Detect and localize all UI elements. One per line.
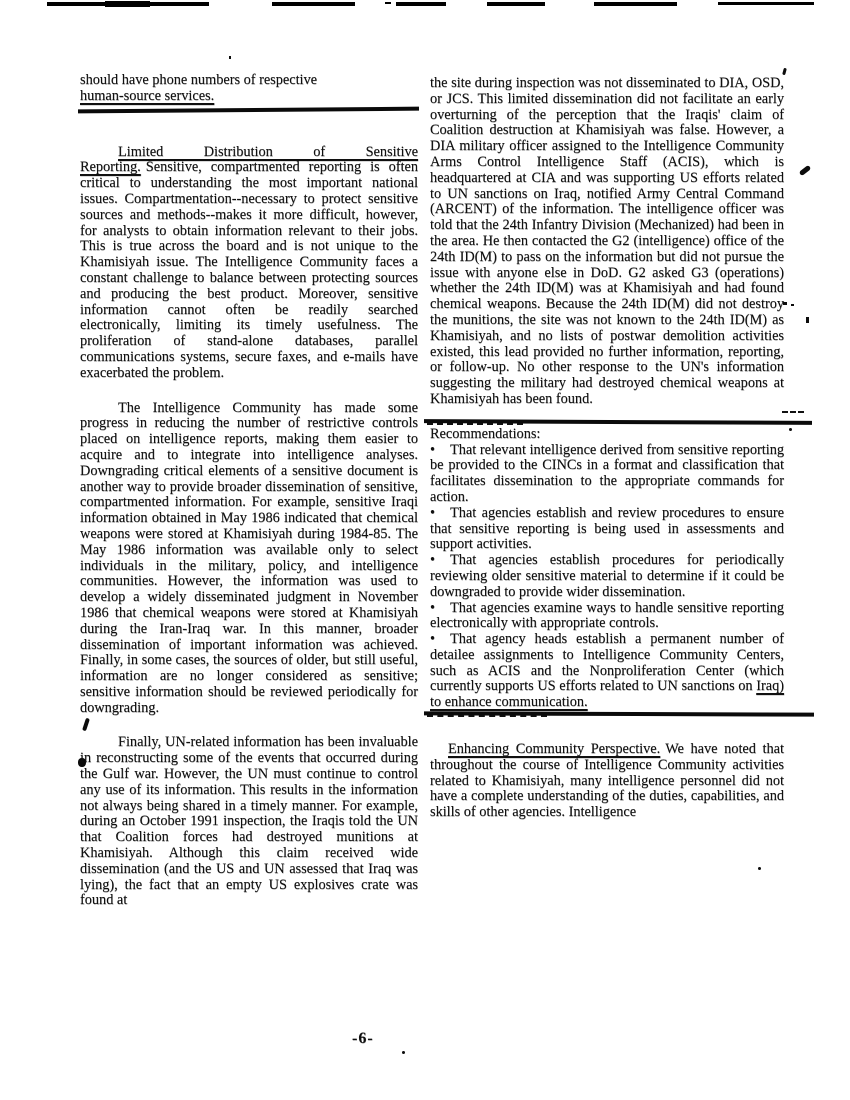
scan-edge-dash <box>718 2 814 5</box>
paragraph-limited-distribution <box>80 145 418 382</box>
paragraph-enhancing-perspective <box>430 742 784 821</box>
section-heading-enhancing-perspective: Enhancing Community Perspective. <box>448 741 661 758</box>
carryover-line-1: should have phone numbers of respective <box>80 72 318 88</box>
recommendation-item <box>430 506 784 553</box>
carryover-line-2: human-source services. <box>80 87 215 104</box>
scan-speck <box>402 1051 405 1054</box>
scan-speck <box>229 56 231 59</box>
recommendation-item <box>430 553 784 600</box>
bullet-icon: • <box>430 441 436 458</box>
scan-speck <box>782 411 804 413</box>
recommendation-item-final <box>430 632 784 711</box>
carryover-paragraph <box>80 73 418 105</box>
recommendation-item <box>430 601 784 633</box>
scan-speck <box>799 165 812 176</box>
recommendation-item <box>430 443 784 506</box>
scan-speck <box>789 428 792 431</box>
scan-edge-dash <box>594 2 677 6</box>
page-number: -6- <box>352 1030 374 1047</box>
scan-speck <box>806 317 809 323</box>
recommendation-text: That agencies examine ways to handle sensitive reporting electronically with appropriate controls. <box>430 599 784 632</box>
section-body: We have noted that throughout the course of Intelligence Community activities related to Khamisiyah, many intelligence personnel did not have a complete understanding of the duties, capabilities, and skills of other agencies. Intelligence <box>430 741 784 821</box>
scan-speck <box>791 304 794 306</box>
recommendation-text-underlined-tail: Iraq) to enhance communication. <box>430 678 784 711</box>
recommendation-text: That agency heads establish a permanent number of detailee assignments to Intelligence Community Centers, such as ACIS and the Nonproliferation Center (which currently supports US efforts related to UN sanctions on <box>430 631 784 695</box>
bullet-icon: • <box>430 631 436 648</box>
scan-speck <box>758 867 761 870</box>
recommendation-text: That relevant intelligence derived from sensitive reporting be provided to the CINCs in a format and classification that facilitates dissemination to the appropriate commands for action. <box>430 441 784 505</box>
scan-edge-dash <box>105 1 150 7</box>
scan-edge-dash <box>396 2 446 6</box>
bullet-icon: • <box>430 504 436 521</box>
recommendation-text: That agencies establish procedures for periodically reviewing older sensitive material to determine if it could be downgraded to provide wider dissemination. <box>430 552 784 600</box>
paragraph-progress: The Intelligence Community has made some progress in reducing the number of restrictive controls placed on intelligence reports, making them easier to acquire and to integrate into intelligence analyses. Downgrading critical elements of a sensitive document is another way to provide broader dissemination of sensitive, compartmented information. For example, sensitive Iraqi information obtained in May 1986 indicated that chemical weapons were stored at Khamisiyah during 1984-85. The May 1986 information was available only to select individuals in the military, policy, and intelligence communities. However, the information was used to develop a widely disseminated judgment in November 1986 that chemical weapons were stored at Khamisiyah during the Iran-Iraq war. In this manner, broader dissemination of important information was achieved. Finally, in some cases, the sources of older, but still useful, information are no longer considered as sensitive; sensitive information should be reviewed periodically for downgrading. <box>80 399 418 716</box>
scan-edge-dash <box>272 2 355 6</box>
right-column <box>430 76 784 821</box>
paragraph-un-information: Finally, UN-related information has been invaluable in reconstructing some of the events that occurred during the Gulf war. However, the UN must continue to control any use of its information. This results in the information not always being shared in a timely manner. For example, during an October 1991 inspection, the Iraqis told the UN that Coalition forces had destroyed munitions at Khamisiyah. Although this claim received wide dissemination (and the US and UN assessed that Iraq was lying), the fact that an empty US explosives crate was found at <box>80 734 418 909</box>
scan-edge-dash <box>385 2 391 4</box>
scan-edge-dash <box>487 2 545 6</box>
paragraph-site-inspection: the site during inspection was not disseminated to DIA, OSD, or JCS. This limited dissemination did not facilitate an early overturning of the perception that the Iraqis' claim of Coalition destruction at Khamisiyah was false. However, a DIA military officer assigned to the Intelligence Community Arms Control Intelligence Staff (ACIS), which is headquartered at CIA and was supporting US efforts related to UN sanctions on Iraq, notified Army Central Command (ARCENT) of the information. The intelligence officer was told that the 24th Infantry Division (Mechanized) had been in the area. He then contacted the G2 (intelligence) office of the 24th ID(M) to pass on the information but did not pursue the issue with anyone else in DoD. G2 asked G3 (operations) whether the 24th ID(M) was at Khamisiyah and had found chemical weapons. Because the 24th ID(M) did not destroy the munitions, the site was not known to the 24th ID(M) as Khamisiyah, and no lists of postwar demolition activities existed, this lead provided no further information, reporting, or follow-up. No other response to the UN's information suggesting the military had destroyed chemical weapons at Khamisiyah has been found. <box>430 75 784 407</box>
bullet-icon: • <box>430 599 436 616</box>
recommendation-text: That agencies establish and review procedures to ensure that sensitive reporting is being used in assessments and support activities. <box>430 504 784 553</box>
section-body: Sensitive, compartmented reporting is often critical to understanding the most important national issues. Compartmentation--necessary to protect sensitive sources and methods--makes it more difficult, however, for analysts to obtain information relevant to their jobs. This is true across the board and is not unique to the Khamisiyah issue. The Intelligence Community faces a constant challenge to balance between protecting sources and producing the best product. Moreover, sensitive information cannot often be readily searched electronically, limiting its timely usefulness. The proliferation of stand-alone databases, parallel communications systems, secure faxes, and e-mails have exacerbated the problem. <box>80 159 418 381</box>
section-end-rule <box>78 106 419 113</box>
bullet-icon: • <box>430 552 436 569</box>
left-column <box>80 73 418 909</box>
recommendations-title: Recommendations: <box>430 425 541 442</box>
section-heading-limited-distribution: Limited Distribution of Sensitive Reporting. <box>80 143 418 176</box>
